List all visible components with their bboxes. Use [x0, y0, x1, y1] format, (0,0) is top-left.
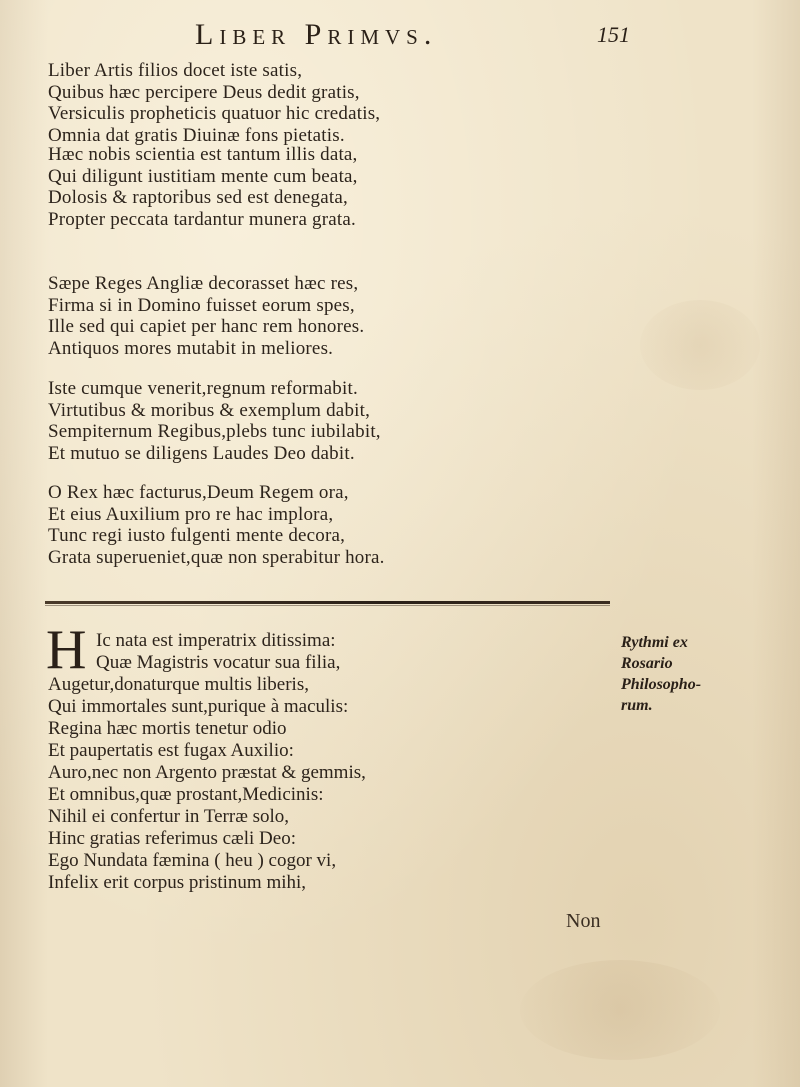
verse-line: Sempiternum Regibus,plebs tunc iubilabit,: [48, 421, 381, 442]
verse-line: Nihil ei confertur in Terræ solo,: [48, 806, 290, 827]
verse-line: Hæc nobis scientia est tantum illis data,: [48, 144, 358, 165]
verse-line: Antiquos mores mutabit in meliores.: [48, 337, 334, 359]
paper-stain: [520, 960, 720, 1060]
verse-line: Quibus hæc percipere Deus dedit gratis,: [48, 81, 360, 103]
verse-line: Quæ Magistris vocatur sua filia,: [96, 652, 341, 673]
verse-line: Et omnibus,quæ prostant,Medicinis:: [48, 784, 324, 805]
verse-line: Et mutuo se diligens Laudes Deo dabit.: [48, 442, 355, 464]
marginal-note-line: Philosopho-: [621, 676, 702, 693]
section-divider: [45, 601, 610, 604]
verse-line: O Rex hæc facturus,Deum Regem ora,: [48, 482, 349, 503]
page-header: [0, 18, 800, 58]
marginal-note: [621, 632, 731, 716]
verse-line: Qui diligunt iustitiam mente cum beata,: [48, 165, 358, 187]
verse-line: Et paupertatis est fugax Auxilio:: [48, 740, 294, 761]
verse-line: Qui immortales sunt,purique à maculis:: [48, 696, 349, 717]
paper-stain: [640, 300, 760, 390]
marginal-note-line: Rythmi ex: [621, 634, 688, 651]
page-number: 151: [597, 22, 630, 47]
verse-line: Auro,nec non Argento præstat & gemmis,: [48, 762, 366, 783]
verse-line: Ille sed qui capiet per hanc rem honores.: [48, 316, 365, 337]
verse-line: Regina hæc mortis tenetur odio: [48, 718, 287, 739]
verse-line: Hinc gratias referimus cæli Deo:: [48, 828, 296, 849]
stanza-2: [48, 144, 588, 230]
verse-line: Ego Nundata fæmina ( heu ) cogor vi,: [48, 850, 337, 871]
running-head: Liber Primvs.: [195, 18, 438, 51]
verse-line: Liber Artis filios docet iste satis,: [48, 60, 303, 81]
verse-section-2: [48, 630, 608, 894]
section-divider-hairline: [45, 605, 610, 606]
verse-line: Infelix erit corpus pristinum mihi,: [48, 872, 307, 893]
stanza-3: [48, 273, 588, 359]
stanza-5: [48, 482, 588, 568]
verse-line: Ic nata est imperatrix ditissima:: [96, 630, 336, 651]
verse-line: Iste cumque venerit,regnum reformabit.: [48, 378, 358, 399]
verse-line: Omnia dat gratis Diuinæ fons pietatis.: [48, 124, 345, 146]
stanza-1: [48, 60, 588, 146]
verse-line: Augetur,donaturque multis liberis,: [48, 674, 309, 695]
marginal-note-line: rum.: [621, 697, 653, 714]
verse-line: Tunc regi iusto fulgenti mente decora,: [48, 525, 346, 546]
verse-line: Versiculis propheticis quatuor hic credatis,: [48, 103, 381, 124]
verse-line: Firma si in Domino fuisset eorum spes,: [48, 294, 355, 316]
verse-line: Virtutibus & moribus & exemplum dabit,: [48, 399, 371, 421]
drop-capital: H: [46, 619, 87, 681]
verse-line: Dolosis & raptoribus sed est denegata,: [48, 187, 348, 208]
verse-line: Propter peccata tardantur munera grata.: [48, 208, 356, 230]
verse-line: Sæpe Reges Angliæ decorasset hæc res,: [48, 273, 359, 294]
verse-line: Grata superueniet,quæ non sperabitur hora.: [48, 546, 385, 568]
verse-line: Et eius Auxilium pro re hac implora,: [48, 503, 334, 525]
stanza-4: [48, 378, 588, 464]
catchword: Non: [566, 910, 601, 932]
marginal-note-line: Rosario: [621, 655, 673, 672]
